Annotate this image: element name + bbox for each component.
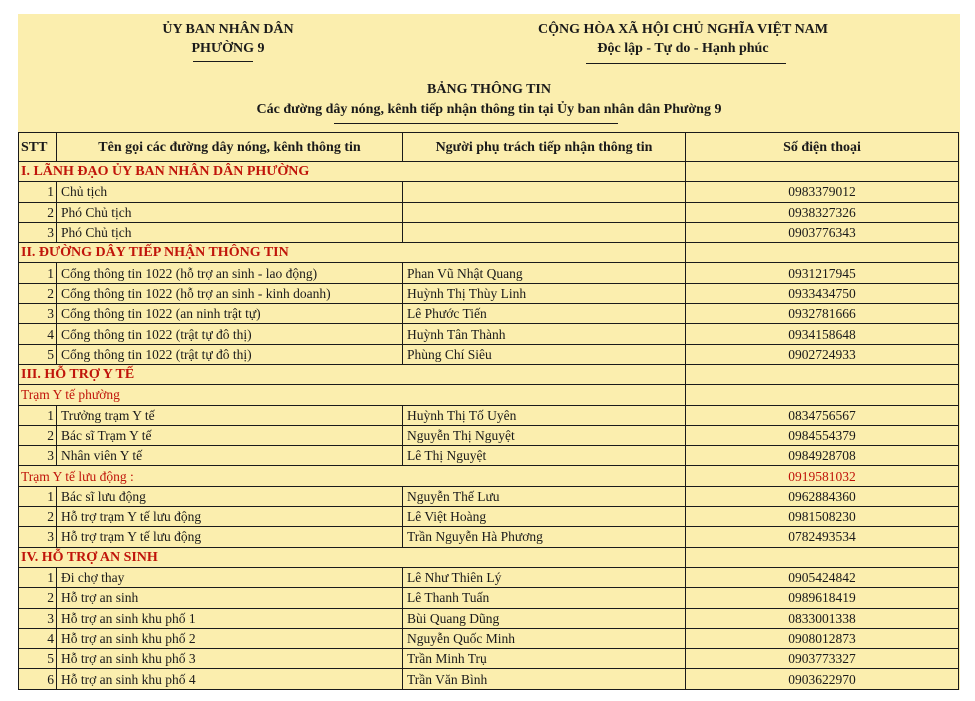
row-person: Lê Việt Hoàng bbox=[403, 507, 686, 527]
row-stt: 2 bbox=[19, 507, 57, 527]
row-stt: 1 bbox=[19, 182, 57, 202]
group-row bbox=[19, 385, 959, 405]
row-phone: 0908012873 bbox=[686, 628, 959, 648]
row-name: Cổng thông tin 1022 (hỗ trợ an sinh - lao động) bbox=[57, 263, 403, 283]
row-person: Nguyễn Quốc Minh bbox=[403, 628, 686, 648]
row-phone: 0984554379 bbox=[686, 425, 959, 445]
row-person: Nguyễn Thế Lưu bbox=[403, 486, 686, 506]
column-header-person: Người phụ trách tiếp nhận thông tin bbox=[403, 133, 686, 162]
section-title: IV. HỖ TRỢ AN SINH bbox=[19, 547, 686, 567]
row-phone: 0984928708 bbox=[686, 446, 959, 466]
table-header-row bbox=[19, 133, 959, 162]
row-stt: 5 bbox=[19, 344, 57, 364]
section-phone bbox=[686, 547, 959, 567]
table-row bbox=[19, 588, 959, 608]
row-name: Đi chợ thay bbox=[57, 567, 403, 587]
document-subtitle: Các đường dây nóng, kênh tiếp nhận thông tin tại Ủy ban nhân dân Phường 9 bbox=[256, 102, 722, 117]
national-line-2: Độc lập - Tự do - Hạnh phúc bbox=[597, 41, 769, 56]
table-row bbox=[19, 608, 959, 628]
row-name: Hỗ trợ an sinh khu phố 1 bbox=[57, 608, 403, 628]
row-name: Phó Chủ tịch bbox=[57, 202, 403, 222]
row-person: Bùi Quang Dũng bbox=[403, 608, 686, 628]
row-name: Trưởng trạm Y tế bbox=[57, 405, 403, 425]
row-stt: 2 bbox=[19, 425, 57, 445]
section-title: III. HỖ TRỢ Y TẾ bbox=[19, 364, 686, 384]
row-person bbox=[403, 222, 686, 242]
row-phone: 0903773327 bbox=[686, 649, 959, 669]
row-name: Hỗ trợ an sinh khu phố 2 bbox=[57, 628, 403, 648]
row-phone: 0933434750 bbox=[686, 283, 959, 303]
issuer-line-1: ỦY BAN NHÂN DÂN bbox=[162, 22, 294, 37]
group-phone bbox=[686, 385, 959, 405]
table-row bbox=[19, 283, 959, 303]
row-person: Phan Vũ Nhật Quang bbox=[403, 263, 686, 283]
row-phone: 0983379012 bbox=[686, 182, 959, 202]
table-row bbox=[19, 507, 959, 527]
table-row bbox=[19, 202, 959, 222]
row-phone: 0989618419 bbox=[686, 588, 959, 608]
row-person bbox=[403, 182, 686, 202]
row-phone: 0782493534 bbox=[686, 527, 959, 547]
table-row bbox=[19, 628, 959, 648]
group-phone: 0919581032 bbox=[686, 466, 959, 486]
subtitle-underline bbox=[334, 123, 618, 124]
group-label: Trạm Y tế phường bbox=[19, 385, 686, 405]
row-stt: 1 bbox=[19, 486, 57, 506]
row-person: Huỳnh Thị Thùy Linh bbox=[403, 283, 686, 303]
row-phone: 0934158648 bbox=[686, 324, 959, 344]
row-person: Huỳnh Tân Thành bbox=[403, 324, 686, 344]
document-sheet bbox=[18, 14, 960, 690]
table-row bbox=[19, 182, 959, 202]
table-row bbox=[19, 446, 959, 466]
row-person: Lê Thanh Tuấn bbox=[403, 588, 686, 608]
issuer-underline bbox=[193, 61, 253, 62]
column-header-name: Tên gọi các đường dây nóng, kênh thông tin bbox=[57, 133, 403, 162]
row-name: Hỗ trợ an sinh khu phố 3 bbox=[57, 649, 403, 669]
row-name: Chủ tịch bbox=[57, 182, 403, 202]
row-phone: 0902724933 bbox=[686, 344, 959, 364]
row-name: Hỗ trợ an sinh khu phố 4 bbox=[57, 669, 403, 689]
national-header bbox=[508, 20, 858, 58]
row-person: Phùng Chí Siêu bbox=[403, 344, 686, 364]
section-title: I. LÃNH ĐẠO ỦY BAN NHÂN DÂN PHƯỜNG bbox=[19, 162, 686, 182]
table-row bbox=[19, 324, 959, 344]
row-stt: 1 bbox=[19, 263, 57, 283]
column-header-phone: Số điện thoại bbox=[686, 133, 959, 162]
row-name: Cổng thông tin 1022 (hỗ trợ an sinh - kinh doanh) bbox=[57, 283, 403, 303]
row-person: Huỳnh Thị Tố Uyên bbox=[403, 405, 686, 425]
table-row bbox=[19, 405, 959, 425]
row-name: Cổng thông tin 1022 (trật tự đô thị) bbox=[57, 324, 403, 344]
table-row bbox=[19, 222, 959, 242]
issuer-header bbox=[128, 20, 328, 58]
row-phone: 0905424842 bbox=[686, 567, 959, 587]
table-row bbox=[19, 649, 959, 669]
row-name: Phó Chủ tịch bbox=[57, 222, 403, 242]
row-phone: 0932781666 bbox=[686, 304, 959, 324]
row-name: Bác sĩ Trạm Y tế bbox=[57, 425, 403, 445]
row-stt: 3 bbox=[19, 446, 57, 466]
section-phone bbox=[686, 162, 959, 182]
row-name: Bác sĩ lưu động bbox=[57, 486, 403, 506]
row-name: Cổng thông tin 1022 (an ninh trật tự) bbox=[57, 304, 403, 324]
group-label: Trạm Y tế lưu động : bbox=[19, 466, 686, 486]
row-stt: 3 bbox=[19, 304, 57, 324]
table-row bbox=[19, 344, 959, 364]
row-name: Hỗ trợ trạm Y tế lưu động bbox=[57, 507, 403, 527]
row-stt: 2 bbox=[19, 202, 57, 222]
national-underline bbox=[586, 63, 786, 64]
row-person: Lê Phước Tiến bbox=[403, 304, 686, 324]
hotline-table bbox=[18, 132, 959, 690]
group-row bbox=[19, 466, 959, 486]
section-row bbox=[19, 243, 959, 263]
row-stt: 1 bbox=[19, 567, 57, 587]
section-row bbox=[19, 364, 959, 384]
row-stt: 3 bbox=[19, 608, 57, 628]
row-name: Nhân viên Y tế bbox=[57, 446, 403, 466]
table-row bbox=[19, 527, 959, 547]
row-name: Hỗ trợ trạm Y tế lưu động bbox=[57, 527, 403, 547]
table-row bbox=[19, 669, 959, 689]
row-phone: 0962884360 bbox=[686, 486, 959, 506]
row-stt: 1 bbox=[19, 405, 57, 425]
table-row bbox=[19, 567, 959, 587]
row-stt: 5 bbox=[19, 649, 57, 669]
row-stt: 6 bbox=[19, 669, 57, 689]
table-row bbox=[19, 425, 959, 445]
row-phone: 0903622970 bbox=[686, 669, 959, 689]
row-stt: 4 bbox=[19, 628, 57, 648]
section-row bbox=[19, 162, 959, 182]
row-name: Cổng thông tin 1022 (trật tự đô thị) bbox=[57, 344, 403, 364]
table-row bbox=[19, 263, 959, 283]
document-title: BẢNG THÔNG TIN bbox=[427, 82, 551, 97]
section-row bbox=[19, 547, 959, 567]
table-body bbox=[19, 162, 959, 690]
row-person: Trần Văn Bình bbox=[403, 669, 686, 689]
row-stt: 2 bbox=[19, 283, 57, 303]
national-line-1: CỘNG HÒA XÃ HỘI CHỦ NGHĨA VIỆT NAM bbox=[537, 22, 828, 37]
row-person: Lê Thị Nguyệt bbox=[403, 446, 686, 466]
row-person: Nguyễn Thị Nguyệt bbox=[403, 425, 686, 445]
row-phone: 0834756567 bbox=[686, 405, 959, 425]
row-name: Hỗ trợ an sinh bbox=[57, 588, 403, 608]
row-person: Lê Như Thiên Lý bbox=[403, 567, 686, 587]
issuer-line-2: PHƯỜNG 9 bbox=[191, 41, 265, 56]
table-row bbox=[19, 486, 959, 506]
section-title: II. ĐƯỜNG DÂY TIẾP NHẬN THÔNG TIN bbox=[19, 243, 686, 263]
section-phone bbox=[686, 243, 959, 263]
row-phone: 0931217945 bbox=[686, 263, 959, 283]
column-header-stt: STT bbox=[19, 133, 57, 162]
table-row bbox=[19, 304, 959, 324]
row-phone: 0903776343 bbox=[686, 222, 959, 242]
row-stt: 3 bbox=[19, 527, 57, 547]
row-stt: 4 bbox=[19, 324, 57, 344]
row-phone: 0981508230 bbox=[686, 507, 959, 527]
row-person: Trần Nguyễn Hà Phương bbox=[403, 527, 686, 547]
row-stt: 3 bbox=[19, 222, 57, 242]
row-stt: 2 bbox=[19, 588, 57, 608]
row-phone: 0938327326 bbox=[686, 202, 959, 222]
row-person bbox=[403, 202, 686, 222]
section-phone bbox=[686, 364, 959, 384]
row-phone: 0833001338 bbox=[686, 608, 959, 628]
row-person: Trần Minh Trụ bbox=[403, 649, 686, 669]
